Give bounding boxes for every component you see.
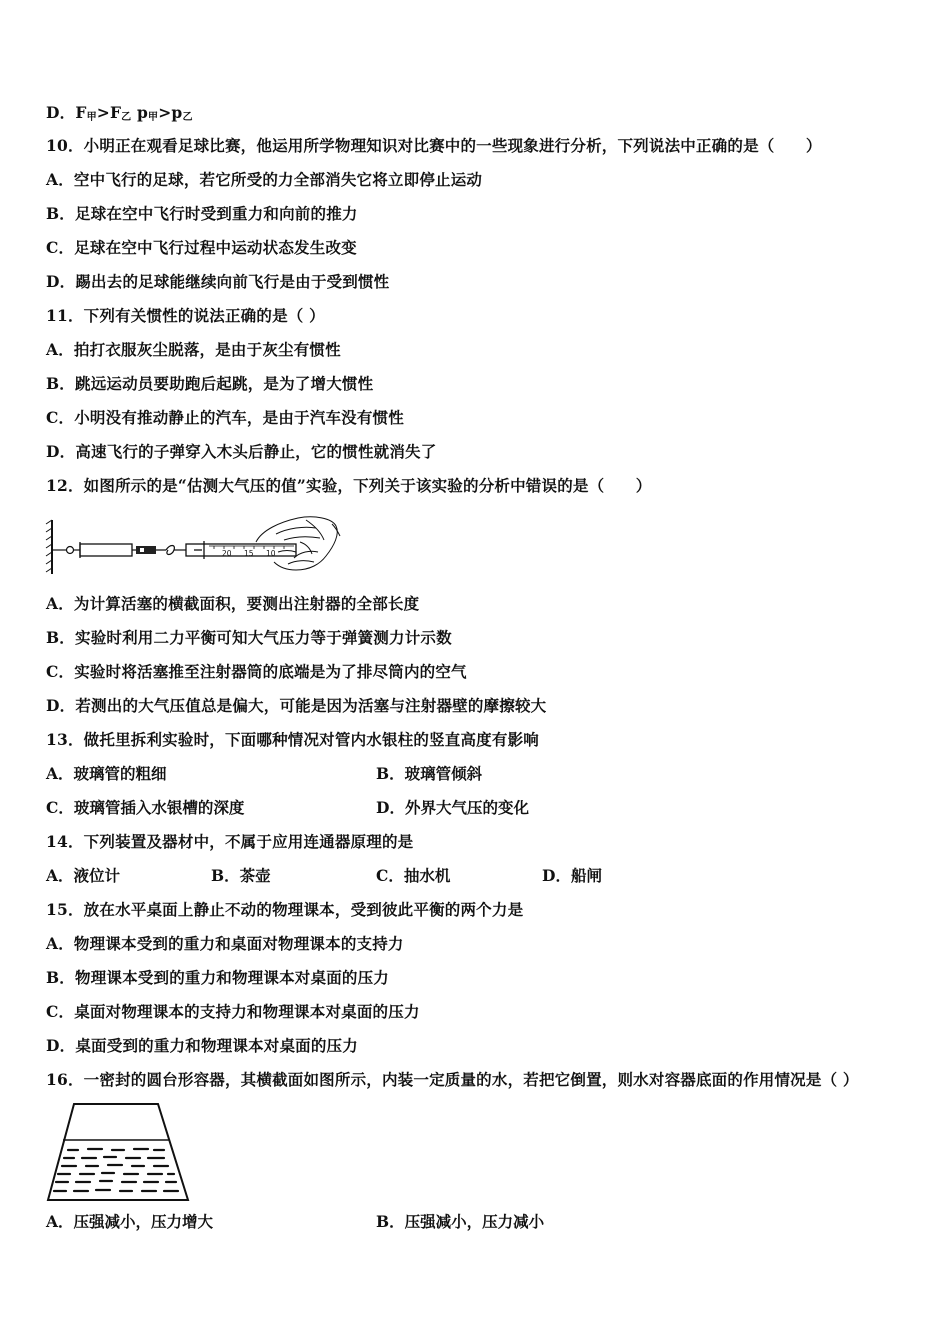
q15-option-d: D．桌面受到的重力和物理课本对桌面的压力 [46, 1036, 358, 1055]
q9-option-d-p: p [131, 103, 149, 122]
q13-option-d: D．外界大气压的变化 [376, 798, 529, 817]
q11-option-d: D．高速飞行的子弹穿入木头后静止，它的惯性就消失了 [46, 442, 437, 461]
q12-option-a: A．为计算活塞的横截面积，要测出注射器的全部长度 [46, 594, 420, 613]
q15-option-a: A．物理课本受到的重力和桌面对物理课本的支持力 [46, 934, 404, 953]
q12-stem: 12．如图所示的是“估测大气压的值”实验，下列关于该实验的分析中错误的是（ ） [46, 476, 652, 495]
q14-stem: 14．下列装置及器材中，不属于应用连通器原理的是 [46, 832, 414, 851]
q9-sub-jia-2: 甲 [148, 112, 159, 123]
q9-option-d-F: F [75, 103, 87, 122]
q10-option-a: A．空中飞行的足球，若它所受的力全部消失它将立即停止运动 [46, 170, 483, 189]
q12-option-c: C．实验时将活塞推至注射器筒的底端是为了排尽筒内的空气 [46, 662, 467, 681]
q10-option-c: C．足球在空中飞行过程中运动状态发生改变 [46, 238, 357, 257]
q10-option-b: B．足球在空中飞行时受到重力和向前的推力 [46, 204, 358, 223]
q10-stem: 10．小明正在观看足球比赛，他运用所学物理知识对比赛中的一些现象进行分析，下列说法中正确的是（ ） [46, 136, 822, 155]
frustum-container-figure [44, 1100, 192, 1204]
scale-mark-15: 15 [244, 549, 254, 558]
syringe [80, 542, 156, 558]
scale-mark-10: 10 [266, 549, 276, 558]
q13-stem: 13．做托里拆利实验时，下面哪种情况对管内水银柱的竖直高度有影响 [46, 730, 539, 749]
q11-option-a: A．拍打衣服灰尘脱落，是由于灰尘有惯性 [46, 340, 341, 359]
container-outline [48, 1104, 188, 1200]
q9-option-d [46, 103, 193, 128]
spring-scale [186, 541, 296, 559]
q13-option-b: B．玻璃管倾斜 [376, 764, 483, 783]
syringe-experiment-figure [44, 512, 344, 578]
q9-option-d-letter: D． [46, 103, 76, 122]
scale-mark-20: 20 [222, 549, 232, 558]
q11-stem: 11．下列有关惯性的说法正确的是（ ） [46, 306, 325, 325]
q11-option-c: C．小明没有推动静止的汽车，是由于汽车没有惯性 [46, 408, 404, 427]
q9-sub-jia-1: 甲 [86, 112, 97, 123]
q9-sub-yi-2: 乙 [182, 112, 193, 123]
q16-option-a: A．压强减小，压力增大 [46, 1212, 214, 1231]
q12-option-b: B．实验时利用二力平衡可知大气压力等于弹簧测力计示数 [46, 628, 452, 647]
q16-stem: 16．一密封的圆台形容器，其横截面如图所示，内装一定质量的水，若把它倒置，则水对容器底面的作用情况是（ ） [46, 1070, 859, 1089]
q16-option-b: B．压强减小，压力减小 [376, 1212, 545, 1231]
q13-option-a: A．玻璃管的粗细 [46, 764, 167, 783]
q11-option-b: B．跳远运动员要助跑后起跳，是为了增大惯性 [46, 374, 374, 393]
q9-gt-2: >p [158, 103, 183, 122]
q15-stem: 15．放在水平桌面上静止不动的物理课本，受到彼此平衡的两个力是 [46, 900, 524, 919]
q13-option-c: C．玻璃管插入水银槽的深度 [46, 798, 245, 817]
q10-option-d: D．踢出去的足球能继续向前飞行是由于受到惯性 [46, 272, 390, 291]
q15-option-b: B．物理课本受到的重力和物理课本对桌面的压力 [46, 968, 390, 987]
q9-sub-yi-1: 乙 [121, 112, 132, 123]
q12-option-d: D．若测出的大气压值总是偏大，可能是因为活塞与注射器壁的摩擦较大 [46, 696, 547, 715]
wall-support [46, 520, 52, 574]
q9-gt-1: >F [96, 103, 122, 122]
q14-option-c: C．抽水机 [376, 866, 451, 885]
q14-option-b: B．茶壶 [211, 866, 271, 885]
q14-option-d: D．船闸 [542, 866, 602, 885]
q15-option-c: C．桌面对物理课本的支持力和物理课本对桌面的压力 [46, 1002, 420, 1021]
q14-option-a: A．液位计 [46, 866, 121, 885]
